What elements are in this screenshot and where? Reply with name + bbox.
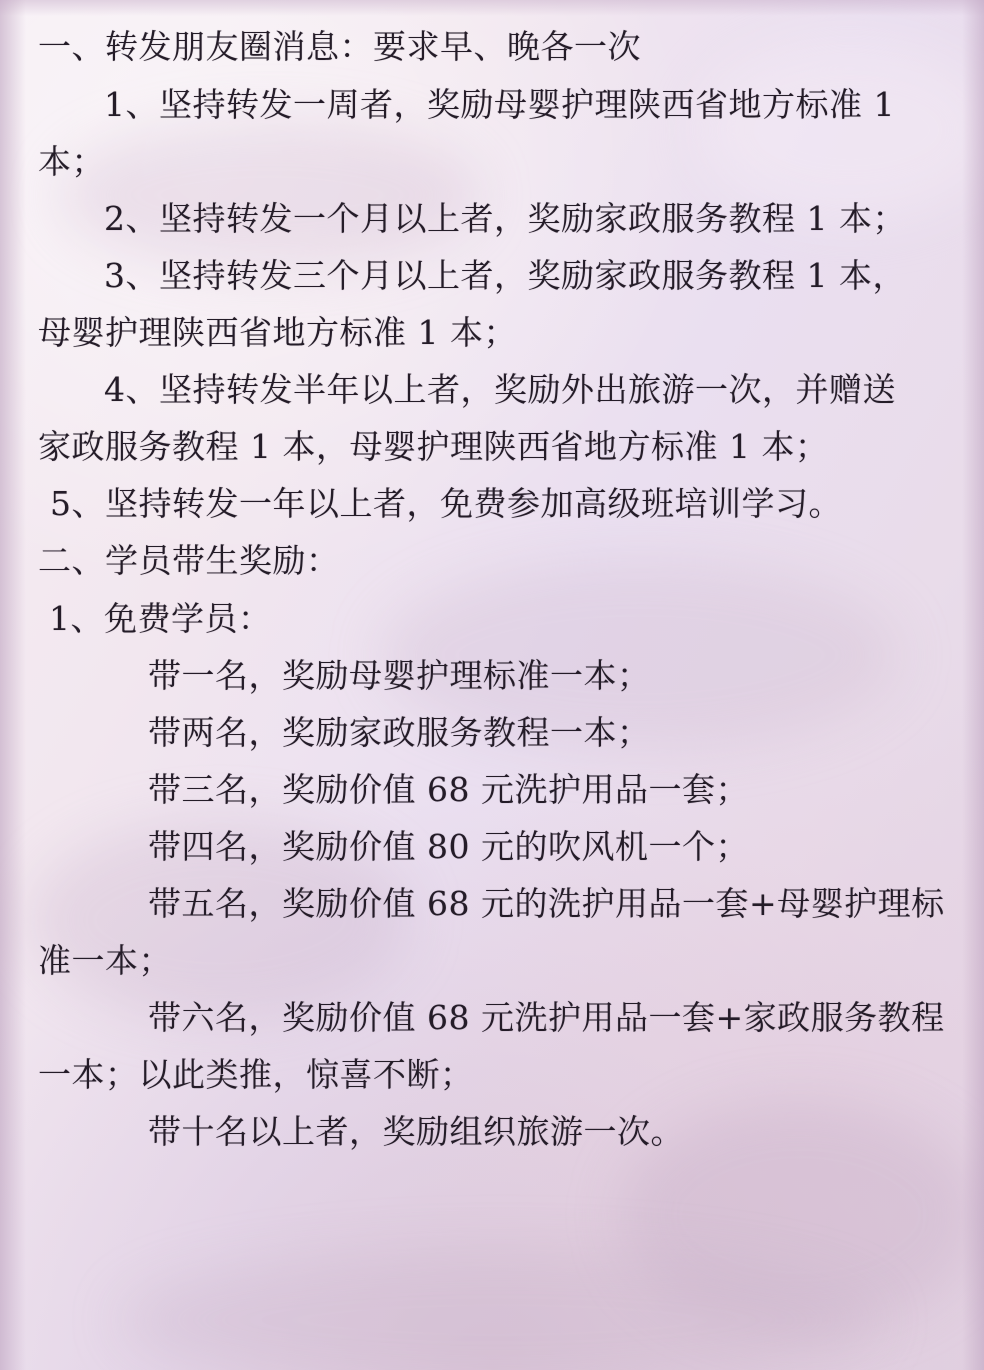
document-line: 本；: [38, 142, 105, 181]
document-line: 带十名以上者，奖励组织旅游一次。: [148, 1112, 684, 1151]
paper-stain: [120, 1250, 880, 1370]
document-line: 带三名，奖励价值 68 元洗护用品一套；: [148, 770, 749, 809]
document-line: 带两名，奖励家政服务教程一本；: [148, 713, 651, 752]
document-line: 母婴护理陕西省地方标准 1 本；: [38, 313, 517, 352]
document-line: 4、坚持转发半年以上者，奖励外出旅游一次，并赠送: [104, 370, 896, 409]
document-line: 2、坚持转发一个月以上者，奖励家政服务教程 1 本；: [104, 199, 906, 238]
document-line: 3、坚持转发三个月以上者，奖励家政服务教程 1 本，: [104, 256, 906, 295]
document-line: 带一名，奖励母婴护理标准一本；: [148, 656, 651, 695]
document-line: 带四名，奖励价值 80 元的吹风机一个；: [148, 827, 749, 866]
document-line: 家政服务教程 1 本，母婴护理陕西省地方标准 1 本；: [38, 427, 829, 466]
document-line: 5、坚持转发一年以上者，免费参加高级班培训学习。: [50, 484, 842, 523]
document-line: 带五名，奖励价值 68 元的洗护用品一套+母婴护理标: [148, 884, 945, 923]
section-heading: 一、转发朋友圈消息：要求早、晚各一次: [38, 27, 641, 66]
document-line: 一本；以此类推，惊喜不断；: [38, 1055, 474, 1094]
section-heading: 二、学员带生奖励：: [38, 541, 340, 580]
document-line: 1、坚持转发一周者，奖励母婴护理陕西省地方标准 1: [104, 85, 895, 124]
document-line: 1、免费学员：: [38, 599, 272, 638]
document-line: 准一本；: [38, 941, 172, 980]
document-line: 带六名，奖励价值 68 元洗护用品一套+家政服务教程: [148, 998, 945, 1037]
